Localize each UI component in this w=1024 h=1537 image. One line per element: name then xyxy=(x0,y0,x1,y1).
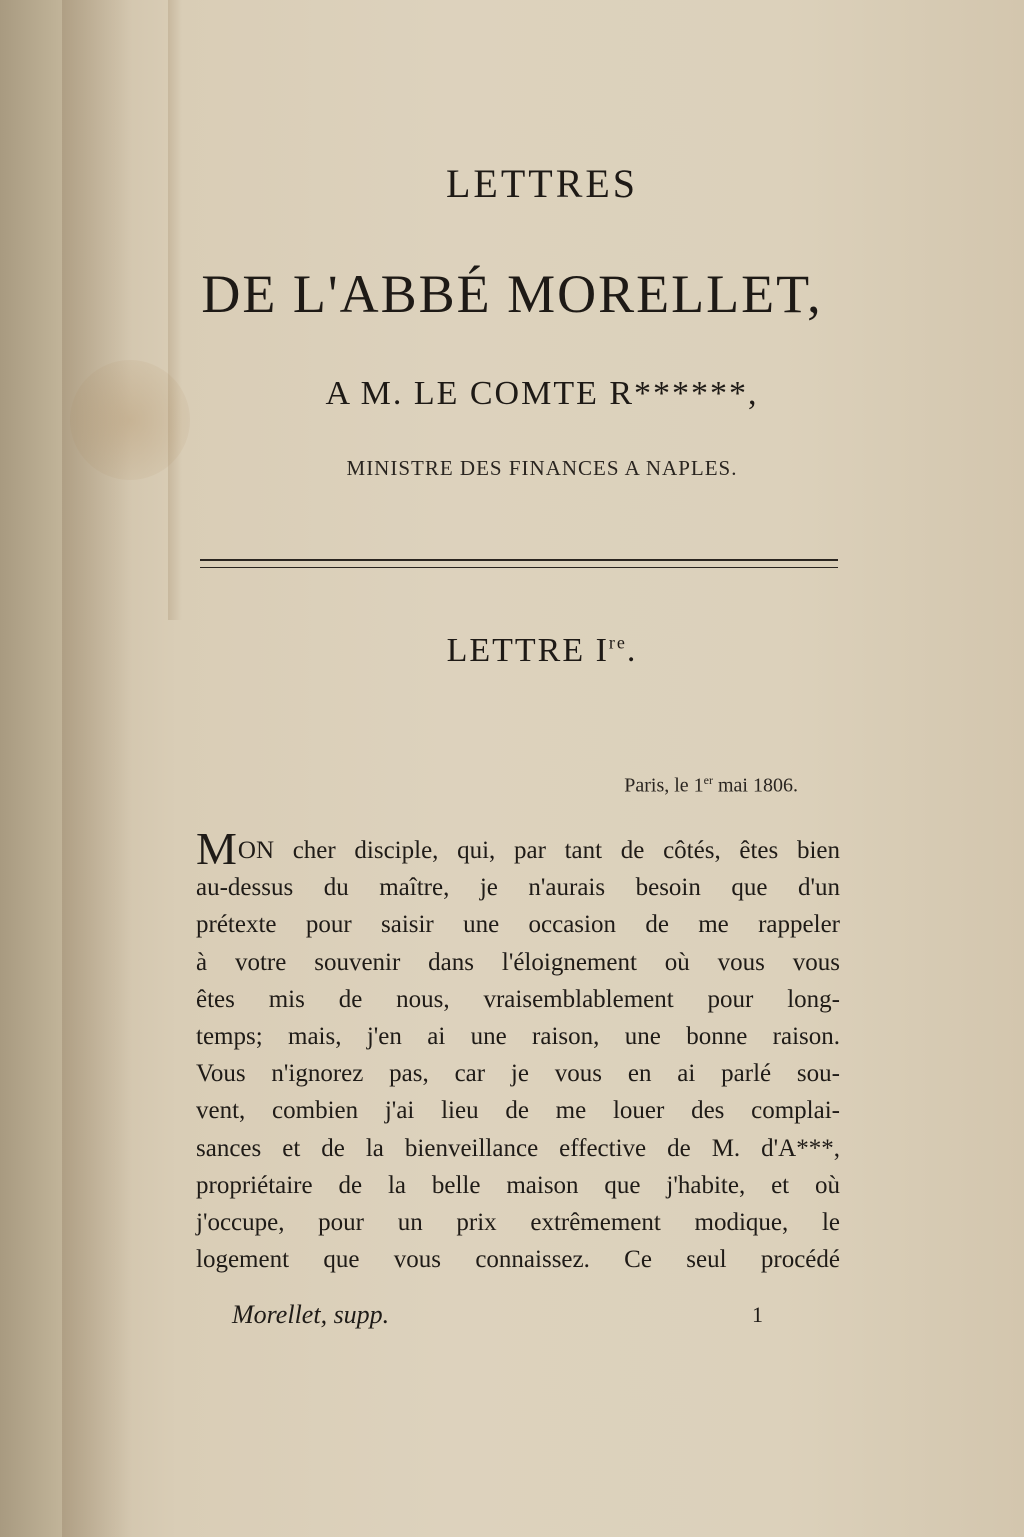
date-prefix: Paris, le 1 xyxy=(624,774,704,797)
body-line: à votre souvenir dans l'éloignement où vous vous xyxy=(196,948,840,976)
date-suffix: mai 1806. xyxy=(713,774,798,797)
body-line: j'occupe, pour un prix extrêmement modique, le xyxy=(196,1209,840,1237)
book-page xyxy=(62,0,1024,1537)
gutter-shadow xyxy=(62,0,132,1537)
drop-cap: M xyxy=(196,823,237,874)
facing-page-edge xyxy=(0,0,62,1537)
letter-heading-period: . xyxy=(626,632,638,669)
body-line: au-dessus du maître, je n'aurais besoin que d'un xyxy=(196,874,840,902)
letter-heading-text: LETTRE I xyxy=(446,632,609,669)
body-line: temps; mais, j'en ai une raison, une bonne raison. xyxy=(196,1023,840,1051)
letter-heading xyxy=(62,632,1022,670)
body-line: prétexte pour saisir une occasion de me rappeler xyxy=(196,911,840,939)
title-recipient-office: MINISTRE DES FINANCES A NAPLES. xyxy=(346,456,738,480)
letter-date xyxy=(500,773,798,798)
double-rule-bottom xyxy=(200,567,838,568)
signature-mark: 1 xyxy=(752,1302,763,1327)
body-line: Vous n'ignorez pas, car je vous en ai parlé sou- xyxy=(196,1060,840,1088)
body-line-text: ON cher disciple, qui, par tant de côtés, êtes bien xyxy=(237,837,840,864)
body-line: sances et de la bienveillance effective de M. d'A***, xyxy=(196,1134,840,1162)
body-line: vent, combien j'ai lieu de me louer des complai- xyxy=(196,1097,840,1125)
double-rule-top xyxy=(200,559,838,561)
letter-body xyxy=(196,823,840,1278)
title-lettres: LETTRES xyxy=(445,161,639,206)
body-line: logement que vous connaissez. Ce seul procédé xyxy=(196,1246,840,1274)
title-recipient: A M. LE COMTE R******, xyxy=(325,375,759,412)
date-superscript: er xyxy=(703,773,713,787)
letter-heading-superscript: re xyxy=(608,632,627,653)
title-author: DE L'ABBÉ MORELLET, xyxy=(201,264,823,324)
body-line xyxy=(196,823,840,874)
body-line: propriétaire de la belle maison que j'habite, et où xyxy=(196,1171,840,1199)
footer-catchline: Morellet, supp. xyxy=(232,1300,390,1329)
body-line: êtes mis de nous, vraisemblablement pour long- xyxy=(196,985,840,1013)
